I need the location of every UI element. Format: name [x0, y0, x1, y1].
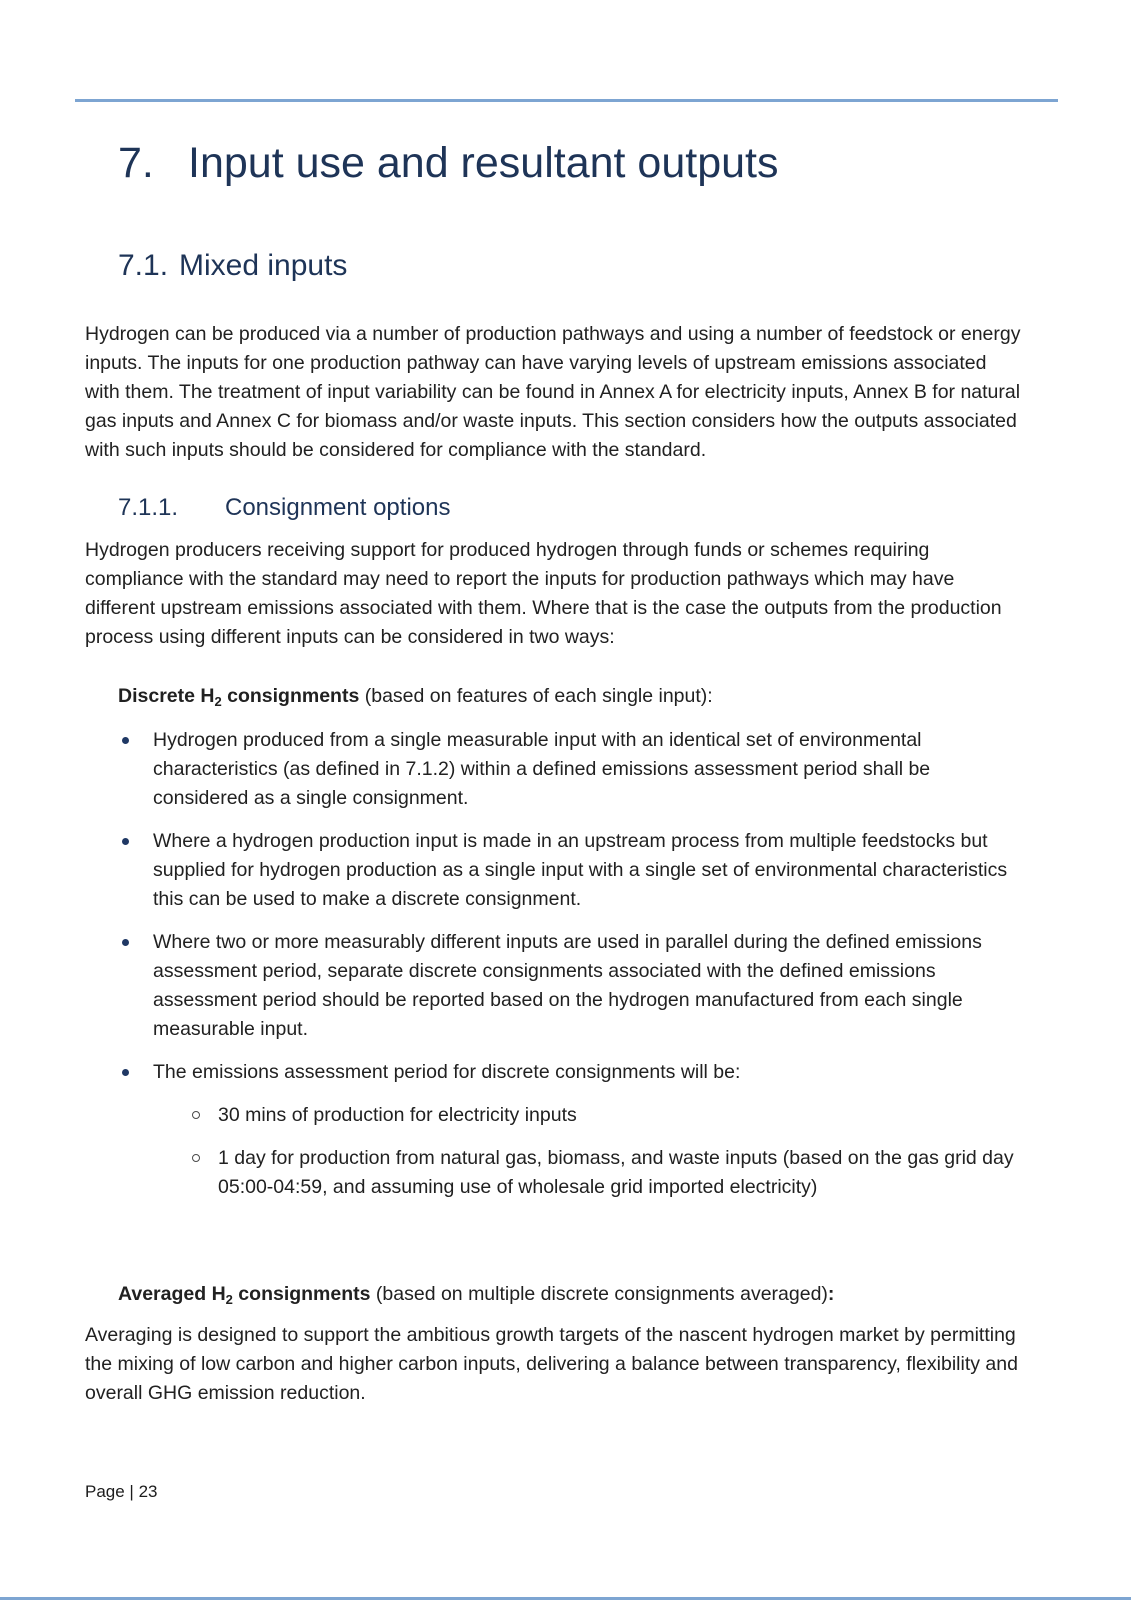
- section-number: 7.: [118, 139, 154, 187]
- subsection-number: 7.1.: [118, 248, 169, 282]
- bullet-text: The emissions assessment period for discrete consignments will be:: [153, 1060, 741, 1083]
- consignment-paragraph: Hydrogen producers receiving support for produced hydrogen through funds or schemes requiring compliance with the standard may need to report the inputs for production pathways which may have different upstream emissions associated with them. Where that is the case the outputs from the production process using different inputs can be considered in two ways:: [85, 538, 1002, 648]
- bullet-text: Where a hydrogen production input is made in an upstream process from multiple feedstocks but supplied for hydrogen production as a single input with a single set of environmental characteristics this can be used to make a discrete consignment.: [153, 829, 1008, 910]
- subsubsection-title: Consignment options: [225, 493, 451, 521]
- sub-bullet-text: 1 day for production from natural gas, biomass, and waste inputs (based on the gas grid day 05:00-04:59, and assuming use of wholesale grid imported electricity): [218, 1146, 1014, 1198]
- bullet-item: [120, 827, 1025, 914]
- bullet-icon: [120, 928, 153, 1044]
- bullet-item: [120, 1058, 1025, 1087]
- circle-bullet-icon: [190, 1101, 218, 1130]
- subsection-heading: [118, 248, 1025, 284]
- sub-bullet-item: [190, 1144, 1025, 1202]
- bullet-icon: [120, 726, 153, 813]
- discrete-bold-lead: Discrete H: [118, 684, 215, 707]
- h2-subscript: 2: [214, 693, 222, 709]
- averaged-lead-rest: (based on multiple discrete consignments averaged): [370, 1282, 828, 1305]
- h2-subscript: 2: [225, 1291, 233, 1307]
- subsubsection-heading: [118, 493, 1025, 522]
- averaged-consignments-lead: [118, 1280, 1025, 1310]
- discrete-lead-rest: (based on features of each single input):: [359, 684, 713, 707]
- bullet-item: [120, 726, 1025, 813]
- subsubsection-number: 7.1.1.: [118, 493, 179, 521]
- intro-paragraph: Hydrogen can be produced via a number of production pathways and using a number of feedstock or energy inputs. The inputs for one production pathway can have varying levels of upstream emissions associated with them. The treatment of input variability can be found in Annex A for electricity inputs, Annex B for natural gas inputs and Annex C for biomass and/or waste inputs. This section considers how the outputs associated with such inputs should be considered for compliance with the standard.: [85, 322, 1021, 461]
- bullet-text: Where two or more measurably different inputs are used in parallel during the defined emissions assessment period, separate discrete consignments associated with the defined emissions assessment period should be reported based on the hydrogen manufactured from each single measurable input.: [153, 930, 982, 1040]
- bullet-icon: [120, 1058, 153, 1087]
- averaged-lead-colon: :: [827, 1282, 835, 1305]
- sub-bullet-text: 30 mins of production for electricity inputs: [218, 1103, 577, 1126]
- bullet-text: Hydrogen produced from a single measurable input with an identical set of environmental characteristics (as defined in 7.1.2) within a defined emissions assessment period shall be considered as a single consignment.: [153, 728, 931, 809]
- sub-bullet-item: [190, 1101, 1025, 1130]
- subsection-title: Mixed inputs: [179, 248, 348, 282]
- averaged-bold-tail: consignments: [232, 1282, 371, 1305]
- discrete-bold-tail: consignments: [221, 684, 360, 707]
- averaging-paragraph: Averaging is designed to support the ambitious growth targets of the nascent hydrogen market by permitting the mixing of low carbon and higher carbon inputs, delivering a balance between transparency, flexibility and overall GHG emission reduction.: [85, 1323, 1018, 1404]
- page-number-footer: Page | 23: [85, 1482, 158, 1501]
- section-heading: [118, 138, 1025, 190]
- circle-bullet-icon: [190, 1144, 218, 1202]
- discrete-consignments-lead: [118, 682, 1025, 712]
- bullet-icon: [120, 827, 153, 914]
- bullet-item: [120, 928, 1025, 1044]
- page-content: [85, 0, 1025, 1408]
- averaged-bold-lead: Averaged H: [118, 1282, 226, 1305]
- section-title: Input use and resultant outputs: [188, 139, 779, 187]
